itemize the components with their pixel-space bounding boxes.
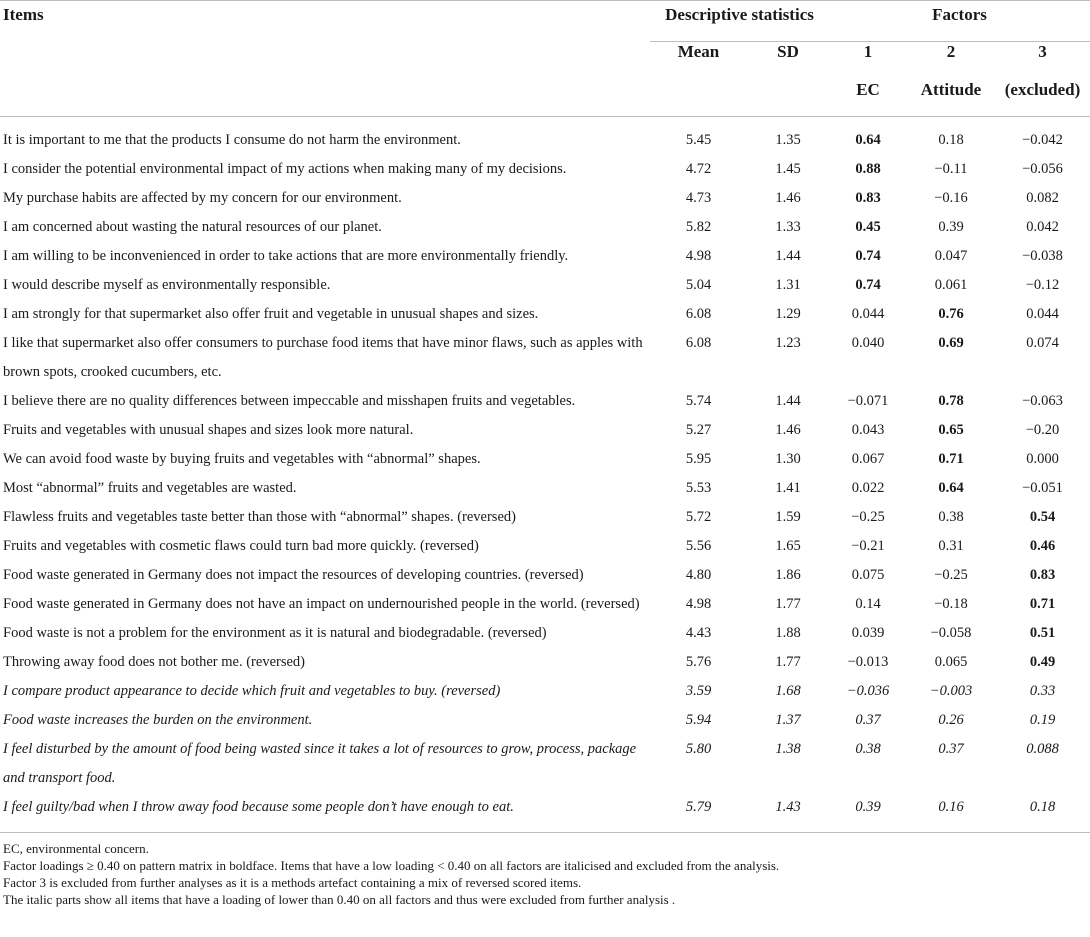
table-row: [0, 677, 1090, 706]
mean-value: 6.08: [685, 306, 712, 322]
factor-1-loading: 0.040: [851, 335, 885, 351]
item-text: Fruits and vegetables with unusual shapes and sizes look more natural.: [3, 422, 414, 438]
table-row: [0, 155, 1090, 184]
mean-value: 4.98: [685, 248, 712, 264]
table-body: [0, 117, 1090, 833]
item-text: I am willing to be inconvenienced in order to take actions that are more environmentally friendly.: [3, 248, 569, 264]
item-text: Most “abnormal” fruits and vegetables are wasted.: [3, 480, 297, 496]
sd-value: 1.45: [775, 161, 801, 177]
factor-3-loading: 0.18: [995, 793, 1090, 833]
table-row: [0, 503, 1090, 532]
factor-2-loading: 0.38: [938, 509, 964, 525]
item-text: I feel guilty/bad when I throw away food because some people don’t have enough to eat.: [0, 793, 650, 833]
factor-3-loading: 0.54: [1029, 509, 1056, 525]
mean-value: 5.79: [650, 793, 747, 833]
factor-3-name: (excluded): [995, 80, 1090, 117]
factor-2-loading: 0.64: [938, 480, 964, 496]
factor-3-loading: 0.19: [1029, 712, 1056, 728]
item-text: Food waste increases the burden on the environment.: [3, 712, 313, 728]
table-row: [0, 648, 1090, 677]
factor-3-loading: 0.088: [1026, 741, 1059, 757]
factor-3-loading: −0.042: [1022, 132, 1063, 148]
factor-3-loading: 0.082: [1026, 190, 1059, 206]
sd-value: 1.68: [775, 683, 801, 699]
factor-2-loading: −0.16: [934, 190, 968, 206]
sd-value: 1.35: [775, 132, 801, 148]
items-header: Items: [0, 1, 650, 42]
sd-value: 1.23: [775, 335, 801, 351]
factor-3-loading: −0.038: [1022, 248, 1063, 264]
factor-2-loading: 0.71: [938, 451, 964, 467]
mean-value: 5.95: [685, 451, 712, 467]
sd-value: 1.31: [775, 277, 801, 293]
table-row: [0, 474, 1090, 503]
item-text: Food waste generated in Germany does not impact the resources of developing countries. (reversed): [3, 567, 584, 583]
factor-1-loading: 0.043: [851, 422, 885, 438]
header-row-factor-names: [0, 80, 1090, 117]
factor-2-loading: 0.26: [938, 712, 964, 728]
factor-2-loading: 0.18: [938, 132, 964, 148]
table-row: [0, 590, 1090, 619]
factor-1-loading: 0.88: [855, 161, 881, 177]
factor-1-loading: 0.45: [855, 219, 881, 235]
factor-1-loading: 0.83: [855, 190, 881, 206]
table-row: [0, 793, 1090, 833]
table-footnotes: [0, 840, 1090, 908]
sd-value: 1.33: [775, 219, 801, 235]
factor-3-loading: −0.12: [1025, 277, 1060, 293]
factor-1-loading: −0.25: [851, 509, 885, 525]
mean-value: 5.80: [685, 741, 712, 757]
factor-2-loading: 0.37: [938, 741, 964, 757]
factor-3-loading: −0.063: [1022, 393, 1063, 409]
footnote: Factor loadings ≥ 0.40 on pattern matrix in boldface. Items that have a low loading < 0.40 on all factors are italicised and excluded from the analysis.: [3, 858, 780, 873]
mean-value: 4.80: [685, 567, 712, 583]
table-row: [0, 619, 1090, 648]
mean-value: 5.56: [685, 538, 712, 554]
mean-value: 5.45: [685, 132, 712, 148]
item-text: We can avoid food waste by buying fruits and vegetables with “abnormal” shapes.: [3, 451, 481, 467]
mean-header: Mean: [677, 42, 720, 61]
factors-header: Factors: [829, 1, 1090, 42]
factor-1-loading: 0.74: [855, 248, 881, 264]
mean-value: 5.53: [685, 480, 712, 496]
factor-2-loading: 0.69: [938, 335, 964, 351]
factor-1-name: EC: [829, 80, 907, 117]
factor-2-header: 2: [946, 42, 956, 61]
footnote: The italic parts show all items that have a loading of lower than 0.40 on all factors and thus were excluded from further analysis .: [3, 892, 676, 907]
mean-value: 3.59: [685, 683, 712, 699]
factor-2-loading: 0.061: [934, 277, 968, 293]
table-row: [0, 271, 1090, 300]
footnote: Factor 3 is excluded from further analyses as it is a methods artefact containing a mix of reversed scored items.: [3, 875, 582, 890]
table-row: [0, 117, 1090, 156]
sd-value: 1.86: [775, 567, 801, 583]
factor-1-loading: 0.067: [851, 451, 885, 467]
factor-2-loading: 0.39: [938, 219, 964, 235]
sd-value: 1.38: [775, 741, 801, 757]
sd-value: 1.88: [775, 625, 801, 641]
factor-2-loading: 0.16: [907, 793, 995, 833]
factor-3-loading: −0.051: [1022, 480, 1063, 496]
factor-2-loading: −0.18: [934, 596, 968, 612]
table-row: [0, 706, 1090, 735]
factor-2-name: Attitude: [907, 80, 995, 117]
factor-1-loading: 0.14: [855, 596, 881, 612]
factor-3-loading: 0.83: [1029, 567, 1056, 583]
sd-value: 1.59: [775, 509, 801, 525]
factor-3-loading: 0.51: [1029, 625, 1056, 641]
factor-1-loading: 0.022: [851, 480, 885, 496]
factor-1-loading: 0.64: [855, 132, 881, 148]
sd-value: 1.41: [775, 480, 801, 496]
factor-1-loading: 0.38: [855, 741, 881, 757]
factor-3-header: 3: [1038, 42, 1047, 61]
factor-3-loading: 0.46: [1029, 538, 1056, 554]
mean-value: 5.72: [685, 509, 712, 525]
item-text: Fruits and vegetables with cosmetic flaws could turn bad more quickly. (reversed): [3, 538, 479, 554]
factor-1-loading: 0.39: [829, 793, 907, 833]
table-row: [0, 300, 1090, 329]
table-row: [0, 416, 1090, 445]
item-text: It is important to me that the products I consume do not harm the environment.: [3, 132, 461, 148]
item-text: I believe there are no quality differences between impeccable and misshapen fruits and vegetables.: [3, 393, 576, 409]
sd-value: 1.44: [775, 393, 801, 409]
factor-1-loading: 0.039: [851, 625, 885, 641]
table-row: [0, 242, 1090, 271]
factor-1-header: 1: [863, 42, 873, 61]
factor-3-loading: 0.074: [1026, 335, 1059, 351]
table-row: [0, 532, 1090, 561]
descriptive-statistics-header: Descriptive statistics: [650, 1, 829, 42]
header-row-groups: [0, 1, 1090, 42]
header-row-columns: [0, 42, 1090, 81]
item-text: Flawless fruits and vegetables taste better than those with “abnormal” shapes. (reversed): [3, 509, 516, 525]
factor-2-loading: 0.31: [938, 538, 964, 554]
mean-value: 5.82: [685, 219, 712, 235]
factor-3-loading: 0.000: [1026, 451, 1059, 467]
table-row: [0, 445, 1090, 474]
table-row: [0, 329, 1090, 387]
factor-3-loading: 0.042: [1026, 219, 1059, 235]
mean-value: 6.08: [685, 335, 712, 351]
sd-header: SD: [777, 42, 799, 61]
item-text: I would describe myself as environmentally responsible.: [3, 277, 331, 293]
factor-2-loading: −0.058: [930, 625, 972, 641]
mean-value: 4.72: [685, 161, 712, 177]
item-text: I feel disturbed by the amount of food being wasted since it takes a lot of resources to grow, process, package and transport food.: [3, 741, 637, 786]
sd-value: 1.30: [775, 451, 801, 467]
factor-3-loading: 0.33: [1029, 683, 1056, 699]
item-text: I consider the potential environmental impact of my actions when making many of my decisions.: [3, 161, 567, 177]
factor-3-loading: −0.20: [1025, 422, 1060, 438]
sd-value: 1.44: [775, 248, 801, 264]
mean-value: 5.74: [685, 393, 712, 409]
factor-3-loading: 0.49: [1029, 654, 1056, 670]
item-text: I am strongly for that supermarket also offer fruit and vegetable in unusual shapes and sizes.: [3, 306, 539, 322]
sd-value: 1.77: [775, 654, 801, 670]
mean-value: 5.04: [685, 277, 712, 293]
item-text: Food waste generated in Germany does not have an impact on undernourished people in the world. (reversed): [3, 596, 640, 612]
footnote: EC, environmental concern.: [3, 841, 149, 856]
table-row: [0, 184, 1090, 213]
mean-value: 4.43: [685, 625, 712, 641]
item-text: I compare product appearance to decide which fruit and vegetables to buy. (reversed): [3, 683, 501, 699]
mean-value: 5.76: [685, 654, 712, 670]
factor-2-loading: −0.11: [934, 161, 968, 177]
factor-3-loading: −0.056: [1022, 161, 1063, 177]
item-text: Throwing away food does not bother me. (reversed): [3, 654, 305, 670]
mean-value: 5.27: [685, 422, 712, 438]
mean-value: 5.94: [685, 712, 712, 728]
factor-2-loading: 0.78: [938, 393, 964, 409]
mean-value: 4.98: [685, 596, 712, 612]
factor-2-loading: −0.003: [929, 683, 973, 699]
factor-1-loading: 0.075: [851, 567, 885, 583]
sd-value: 1.77: [775, 596, 801, 612]
factor-2-loading: −0.25: [934, 567, 968, 583]
factor-1-loading: 0.37: [855, 712, 881, 728]
factor-1-loading: −0.071: [847, 393, 889, 409]
table-row: [0, 387, 1090, 416]
sd-value: 1.43: [747, 793, 829, 833]
sd-value: 1.46: [775, 422, 801, 438]
item-text: My purchase habits are affected by my concern for our environment.: [3, 190, 402, 206]
table-row: [0, 561, 1090, 590]
sd-value: 1.37: [775, 712, 801, 728]
factor-2-loading: 0.76: [938, 306, 964, 322]
factor-1-loading: −0.21: [851, 538, 885, 554]
factor-3-loading: 0.71: [1029, 596, 1056, 612]
factor-1-loading: 0.74: [855, 277, 881, 293]
item-text: Food waste is not a problem for the environment as it is natural and biodegradable. (reversed): [3, 625, 547, 641]
table-row: [0, 213, 1090, 242]
sd-value: 1.65: [775, 538, 801, 554]
sd-value: 1.29: [775, 306, 801, 322]
factor-2-loading: 0.065: [934, 654, 968, 670]
mean-value: 4.73: [685, 190, 712, 206]
factor-3-loading: 0.044: [1026, 306, 1059, 322]
table-row: [0, 735, 1090, 793]
item-text: I like that supermarket also offer consumers to purchase food items that have minor flaws, such as apples with brown spots, crooked cucumbers, etc.: [3, 335, 643, 380]
factor-2-loading: 0.65: [938, 422, 964, 438]
factor-1-loading: 0.044: [851, 306, 885, 322]
factor-2-loading: 0.047: [934, 248, 968, 264]
factor-1-loading: −0.036: [846, 683, 890, 699]
item-text: I am concerned about wasting the natural resources of our planet.: [3, 219, 382, 235]
sd-value: 1.46: [775, 190, 801, 206]
factor-1-loading: −0.013: [847, 654, 889, 670]
